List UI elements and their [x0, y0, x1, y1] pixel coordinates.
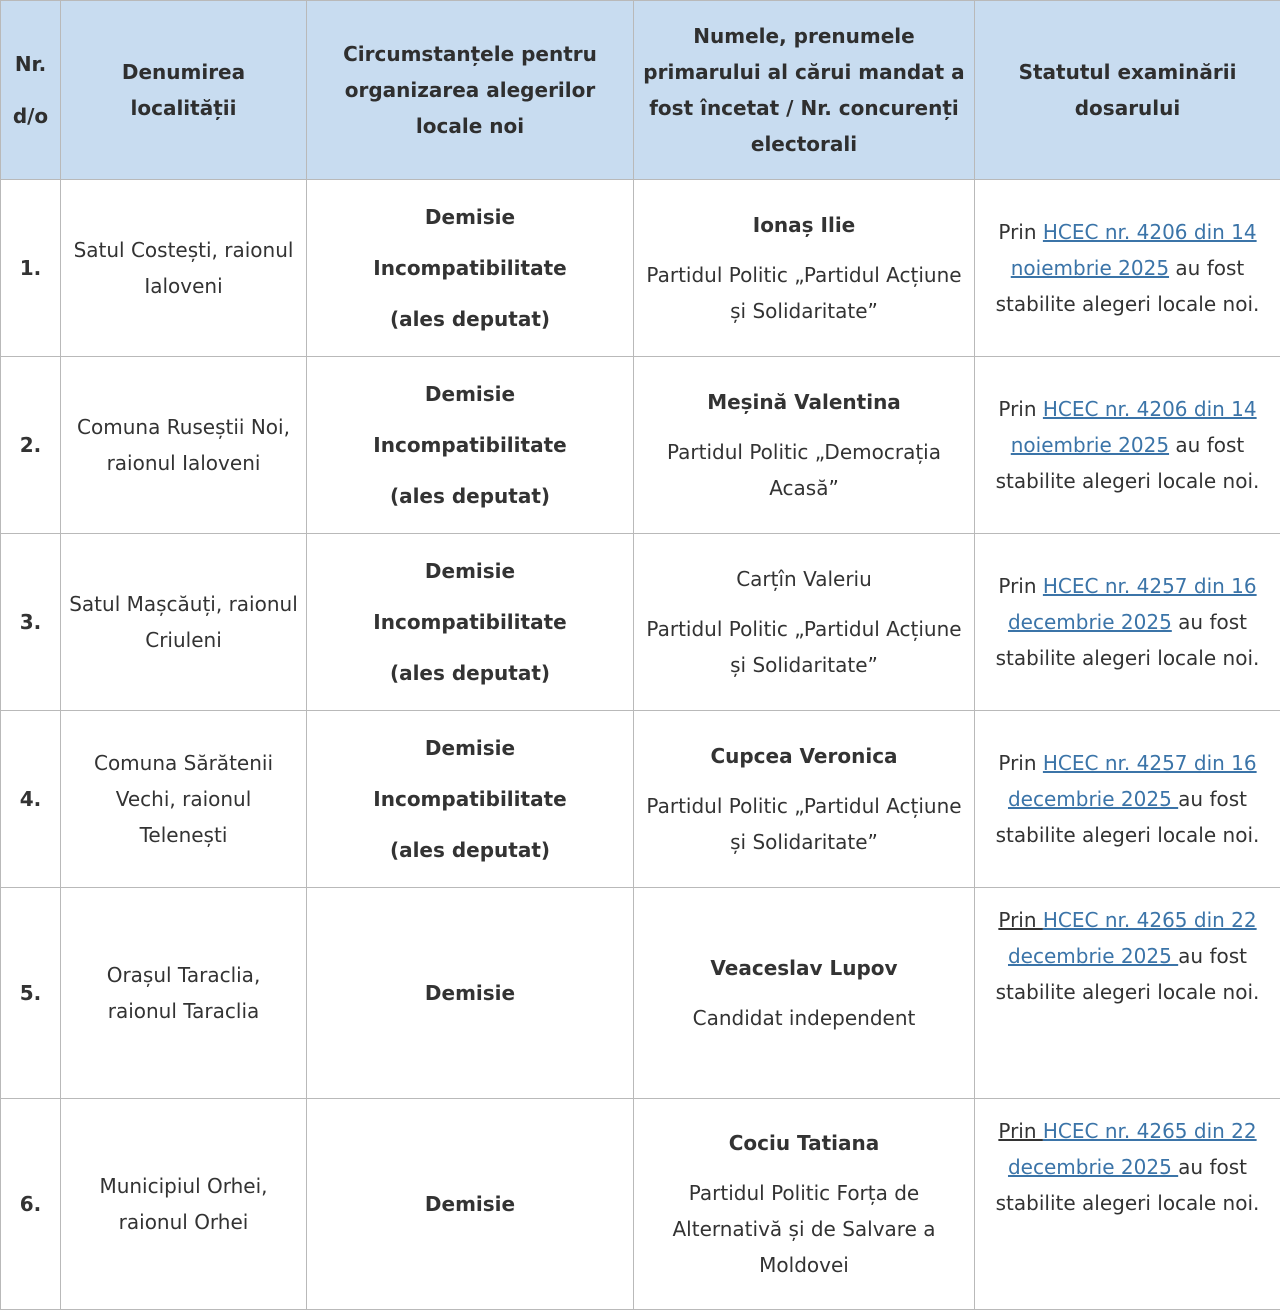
party-name: Partidul Politic Forța de Alternativă și de Salvare a Moldovei — [642, 1175, 966, 1283]
party-name: Partidul Politic „Democrația Acasă” — [642, 434, 966, 506]
status-cell — [975, 888, 1280, 1099]
locality-cell: Municipiul Orhei, raionul Orhei — [61, 1099, 307, 1310]
status-cell — [975, 180, 1280, 357]
status-suffix: au fost stabilite alegeri locale noi. — [996, 1155, 1260, 1215]
status-suffix: au fost stabilite alegeri locale noi. — [996, 433, 1260, 493]
status-cell — [975, 534, 1280, 711]
row-number: 4. — [1, 711, 61, 888]
mayor-cell — [634, 1099, 975, 1310]
header-status: Statutul examinării dosarului — [975, 1, 1280, 180]
header-nr: Nr. d/o — [1, 1, 61, 180]
status-prefix: Prin — [998, 751, 1043, 775]
status-cell — [975, 711, 1280, 888]
circumstances-cell — [307, 1099, 634, 1310]
status-prefix: Prin — [998, 1119, 1043, 1143]
circumstances-cell — [307, 534, 634, 711]
status-prefix: Prin — [998, 574, 1043, 598]
mayor-cell — [634, 888, 975, 1099]
table-row — [1, 180, 1280, 357]
row-number: 1. — [1, 180, 61, 357]
reason-item: Demisie — [315, 1179, 625, 1230]
status-prefix: Prin — [998, 908, 1043, 932]
reason-item: (ales deputat) — [315, 471, 625, 522]
status-prefix: Prin — [998, 397, 1043, 421]
row-number: 3. — [1, 534, 61, 711]
row-number: 6. — [1, 1099, 61, 1310]
header-locality: Denumirea localității — [61, 1, 307, 180]
circumstances-cell — [307, 180, 634, 357]
status-suffix: au fost stabilite alegeri locale noi. — [996, 787, 1260, 847]
mayor-name: Veaceslav Lupov — [642, 950, 966, 986]
mayor-name: Carțîn Valeriu — [642, 561, 966, 597]
party-name: Partidul Politic „Partidul Acțiune și Solidaritate” — [642, 788, 966, 860]
reason-item: Demisie — [315, 192, 625, 243]
mayor-cell — [634, 357, 975, 534]
reason-item: Incompatibilitate — [315, 243, 625, 294]
circumstances-cell — [307, 711, 634, 888]
mayor-name: Cupcea Veronica — [642, 738, 966, 774]
header-mayor: Numele, prenumele primarului al cărui mandat a fost încetat / Nr. concurenți electorali — [634, 1, 975, 180]
table-row — [1, 357, 1280, 534]
circumstances-cell — [307, 357, 634, 534]
status-prefix: Prin — [998, 220, 1043, 244]
table-row — [1, 888, 1280, 1099]
hcec-link[interactable]: HCEC nr. 4265 din 22 decembrie 2025 — [1008, 1119, 1257, 1179]
hcec-link[interactable]: HCEC nr. 4206 din 14 noiembrie 2025 — [1011, 220, 1257, 280]
reason-item: (ales deputat) — [315, 825, 625, 876]
table-header-row — [1, 1, 1280, 180]
mayor-cell — [634, 180, 975, 357]
locality-cell: Comuna Ruseștii Noi, raionul Ialoveni — [61, 357, 307, 534]
mayor-cell — [634, 711, 975, 888]
reason-item: Demisie — [315, 968, 625, 1019]
reason-item: Incompatibilitate — [315, 774, 625, 825]
hcec-link[interactable]: HCEC nr. 4257 din 16 decembrie 2025 — [1008, 574, 1257, 634]
reason-item: (ales deputat) — [315, 648, 625, 699]
party-name: Partidul Politic „Partidul Acțiune și Solidaritate” — [642, 611, 966, 683]
reason-item: Demisie — [315, 723, 625, 774]
reason-item: Incompatibilitate — [315, 420, 625, 471]
table-row — [1, 534, 1280, 711]
locality-cell: Comuna Sărătenii Vechi, raionul Telenești — [61, 711, 307, 888]
status-cell — [975, 1099, 1280, 1310]
reason-item: Incompatibilitate — [315, 597, 625, 648]
locality-cell: Satul Costești, raionul Ialoveni — [61, 180, 307, 357]
reason-item: Demisie — [315, 369, 625, 420]
table-row — [1, 1099, 1280, 1310]
hcec-link[interactable]: HCEC nr. 4265 din 22 decembrie 2025 — [1008, 908, 1257, 968]
header-circumstances: Circumstanțele pentru organizarea alegerilor locale noi — [307, 1, 634, 180]
status-cell — [975, 357, 1280, 534]
locality-cell: Satul Mașcăuți, raionul Criuleni — [61, 534, 307, 711]
row-number: 5. — [1, 888, 61, 1099]
mayor-name: Cociu Tatiana — [642, 1125, 966, 1161]
mayor-name: Meșină Valentina — [642, 384, 966, 420]
mayor-cell — [634, 534, 975, 711]
mayor-name: Ionaș Ilie — [642, 207, 966, 243]
party-name: Partidul Politic „Partidul Acțiune și Solidaritate” — [642, 257, 966, 329]
status-suffix: au fost stabilite alegeri locale noi. — [996, 944, 1260, 1004]
hcec-link[interactable]: HCEC nr. 4206 din 14 noiembrie 2025 — [1011, 397, 1257, 457]
circumstances-cell — [307, 888, 634, 1099]
reason-item: Demisie — [315, 546, 625, 597]
status-suffix: au fost stabilite alegeri locale noi. — [996, 256, 1260, 316]
party-name: Candidat independent — [642, 1000, 966, 1036]
status-suffix: au fost stabilite alegeri locale noi. — [996, 610, 1260, 670]
row-number: 2. — [1, 357, 61, 534]
table-row — [1, 711, 1280, 888]
reason-item: (ales deputat) — [315, 294, 625, 345]
locality-cell: Orașul Taraclia, raionul Taraclia — [61, 888, 307, 1099]
hcec-link[interactable]: HCEC nr. 4257 din 16 decembrie 2025 — [1008, 751, 1257, 811]
